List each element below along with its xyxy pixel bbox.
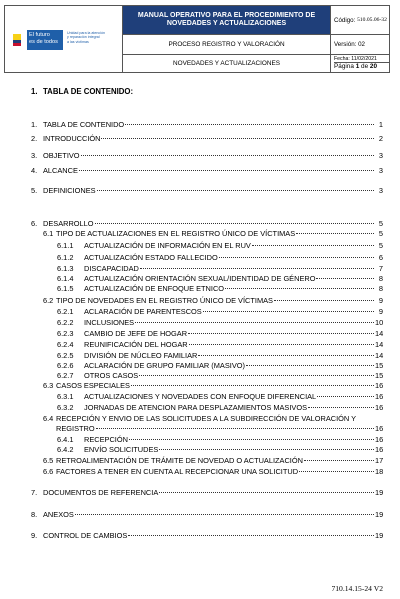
toc-entry-number: 9. [31, 531, 38, 540]
toc-entry-number: 6.4.1 [57, 435, 74, 444]
toc-entry-number: 1. [31, 120, 38, 129]
toc-entry-page: 14 [375, 340, 384, 349]
toc-leader-dots [131, 385, 374, 386]
toc-leader-dots [316, 278, 374, 279]
toc-leader-dots [203, 311, 374, 312]
toc-entry-number: 8. [31, 510, 38, 519]
toc-entry-page: 6 [378, 253, 383, 262]
toc-entry[interactable] [31, 151, 383, 160]
toc-entry-number: 6.2 [43, 296, 54, 305]
toc-entry-title: REUNIFICACIÓN DEL HOGAR [84, 340, 188, 349]
toc-leader-dots [128, 535, 374, 536]
toc-entry[interactable] [57, 274, 383, 283]
toc-entry-number: 2. [31, 134, 38, 143]
page-indicator: Página 1 de 20 [334, 63, 378, 70]
date-page-cell [331, 54, 389, 72]
toc-leader-dots [79, 170, 374, 171]
toc-entry[interactable] [43, 467, 383, 476]
document-subtitle: NOVEDADES Y ACTUALIZACIONES [123, 54, 331, 72]
toc-entry[interactable] [43, 381, 383, 390]
toc-entry-page: 15 [375, 361, 384, 370]
toc-entry-number: 6.1.2 [57, 253, 74, 262]
toc-entry-number: 7. [31, 488, 38, 497]
toc-entry[interactable] [56, 424, 383, 433]
toc-leader-dots [308, 407, 374, 408]
toc-entry-number: 6.4 [43, 414, 54, 423]
code-value: 510.05.06-32 [357, 17, 387, 23]
toc-leader-dots [139, 375, 374, 376]
toc-entry[interactable] [31, 134, 383, 143]
toc-entry-title: CASOS ESPECIALES [56, 381, 130, 390]
code-cell [331, 6, 389, 34]
toc-entry[interactable] [31, 488, 383, 497]
toc-leader-dots [274, 300, 374, 301]
toc-entry-title: ACLARACIÓN DE GRUPO FAMILIAR (MASIVO) [84, 361, 245, 370]
toc-heading: 1. TABLA DE CONTENIDO: [31, 87, 134, 96]
toc-entry-number: 6.2.4 [57, 340, 74, 349]
toc-entry-title: DESARROLLO [43, 219, 94, 228]
toc-entry-title: ACTUALIZACIÓN DE ENFOQUE ETNICO [84, 284, 225, 293]
toc-entry-page: 16 [375, 392, 384, 401]
toc-entry-page: 8 [378, 284, 383, 293]
date: Fecha: 11/02/2021 [334, 56, 389, 63]
toc-leader-dots [101, 138, 374, 139]
footer-code: 710.14.15-24 V2 [331, 584, 383, 593]
toc-leader-dots [159, 492, 374, 493]
toc-entry-page: 3 [378, 151, 383, 160]
toc-entry-number: 6.5 [43, 456, 54, 465]
toc-entry-title: REGISTRO [56, 424, 95, 433]
toc-entry-page: 3 [378, 186, 383, 195]
toc-entry[interactable] [57, 307, 383, 316]
toc-entry-number: 3. [31, 151, 38, 160]
toc-entry-number: 4. [31, 166, 38, 175]
toc-entry[interactable] [57, 329, 383, 338]
toc-leader-dots [140, 268, 374, 269]
toc-entry[interactable] [57, 361, 383, 370]
document-title: MANUAL OPERATIVO PARA EL PROCEDIMIENTO DE NOVEDADES Y ACTUALIZACIONES [123, 6, 331, 34]
toc-leader-dots [95, 223, 374, 224]
toc-entry-number: 6.3.2 [57, 403, 74, 412]
toc-entry-page: 9 [378, 296, 383, 305]
toc-entry-title: ACTUALIZACIÓN ESTADO FALLECIDO [84, 253, 218, 262]
toc-entry-page: 10 [375, 318, 384, 327]
toc-entry-number: 6.3 [43, 381, 54, 390]
toc-entry-title: OBJETIVO [43, 151, 80, 160]
toc-entry-number: 6.2.3 [57, 329, 74, 338]
toc-entry-title: ACTUALIZACIÓN DE INFORMACIÓN EN EL RUV [84, 241, 251, 250]
toc-entry-page: 16 [375, 445, 384, 454]
toc-entry-number: 6. [31, 219, 38, 228]
toc-entry-page: 3 [378, 166, 383, 175]
toc-entry[interactable] [43, 456, 383, 465]
toc-entry-number: 6.4.2 [57, 445, 74, 454]
toc-entry-page: 15 [375, 371, 384, 380]
toc-entry-title: RETROALIMENTACIÓN DE TRÁMITE DE NOVEDAD O ACTUALIZACIÓN [56, 456, 303, 465]
toc-entry[interactable] [31, 186, 383, 195]
toc-entry[interactable] [43, 414, 383, 423]
toc-entry-number: 6.6 [43, 467, 54, 476]
toc-entry-page: 19 [375, 488, 384, 497]
toc-entry-title: ANEXOS [43, 510, 74, 519]
toc-leader-dots [81, 155, 374, 156]
toc-entry-number: 6.2.2 [57, 318, 74, 327]
toc-entry-number: 6.2.7 [57, 371, 74, 380]
toc-entry-page: 5 [378, 219, 383, 228]
toc-entry-number: 6.1.3 [57, 264, 74, 273]
toc-leader-dots [96, 428, 374, 429]
toc-entry-title: ACLARACIÓN DE PARENTESCOS [84, 307, 202, 316]
toc-entry-page: 17 [375, 456, 384, 465]
toc-entry[interactable] [57, 318, 383, 327]
toc-entry-page: 1 [378, 120, 383, 129]
version: Versión: 02 [331, 34, 389, 54]
document-header [4, 5, 390, 73]
toc-leader-dots [75, 514, 374, 515]
toc-entry[interactable] [31, 219, 383, 228]
toc-entry-page: 16 [375, 435, 384, 444]
toc-entry[interactable] [31, 166, 383, 175]
toc-entry-title: ALCANCE [43, 166, 78, 175]
code-label: Código: [334, 16, 356, 24]
toc-entry[interactable] [57, 403, 383, 412]
process-name: PROCESO REGISTRO Y VALORACIÓN [123, 34, 331, 54]
toc-entry-title: TABLA DE CONTENIDO [43, 120, 125, 129]
toc-leader-dots [246, 365, 374, 366]
toc-entry[interactable] [31, 510, 383, 519]
toc-entry-title: DISCAPACIDAD [84, 264, 139, 273]
logo-unidad-victimas: Unidad para la atención y reparación integral a las víctimas [67, 31, 105, 44]
toc-entry-page: 19 [375, 531, 384, 540]
toc-entry-title: ACTUALIZACIONES Y NOVEDADES CON ENFOQUE DIFERENCIAL [84, 392, 317, 401]
toc-entry-title: CAMBIO DE JEFE DE HOGAR [84, 329, 188, 338]
toc-entry-number: 6.2.1 [57, 307, 74, 316]
toc-entry-page: 19 [375, 510, 384, 519]
toc-entry-page: 2 [378, 134, 383, 143]
toc-entry-number: 6.1 [43, 229, 54, 238]
toc-entry[interactable] [31, 120, 383, 129]
toc-entry-title: INCLUSIONES [84, 318, 135, 327]
toc-leader-dots [129, 439, 374, 440]
toc-leader-dots [159, 449, 374, 450]
toc-entry-number: 6.2.5 [57, 351, 74, 360]
toc-entry[interactable] [57, 253, 383, 262]
toc-entry-page: 14 [375, 329, 384, 338]
toc-entry-page: 16 [375, 403, 384, 412]
toc-entry[interactable] [31, 531, 383, 540]
toc-entry-title: DEFINICIONES [43, 186, 96, 195]
toc-entry-number: 5. [31, 186, 38, 195]
toc-entry-number: 6.2.6 [57, 361, 74, 370]
toc-entry-title: FACTORES A TENER EN CUENTA AL RECEPCIONAR UNA SOLICITUD [56, 467, 299, 476]
toc-leader-dots [125, 124, 374, 125]
toc-entry-title: OTROS CASOS [84, 371, 139, 380]
toc-entry-page: 5 [378, 229, 383, 238]
toc-leader-dots [225, 288, 374, 289]
toc-entry[interactable] [43, 229, 383, 238]
toc-entry-page: 8 [378, 274, 383, 283]
toc-entry-title: DIVISIÓN DE NÚCLEO FAMILIAR [84, 351, 198, 360]
toc-leader-dots [97, 190, 374, 191]
toc-entry[interactable] [57, 445, 383, 454]
toc-entry-title: ENVÍO SOLICITUDES [84, 445, 159, 454]
toc-entry-number: 6.3.1 [57, 392, 74, 401]
toc-entry[interactable] [57, 284, 383, 293]
toc-entry-page: 16 [375, 424, 384, 433]
toc-leader-dots [219, 257, 374, 258]
toc-leader-dots [317, 396, 374, 397]
toc-entry-page: 18 [375, 467, 384, 476]
logo-cell [5, 6, 123, 72]
toc-entry-title: TIPO DE NOVEDADES EN EL REGISTRO ÚNICO DE VÍCTIMAS [56, 296, 273, 305]
toc-entry-page: 7 [378, 264, 383, 273]
toc-entry[interactable] [57, 340, 383, 349]
toc-entry[interactable] [57, 241, 383, 250]
toc-leader-dots [198, 355, 374, 356]
toc-entry-title: CONTROL DE CAMBIOS [43, 531, 128, 540]
toc-entry-page: 16 [375, 381, 384, 390]
toc-leader-dots [296, 233, 374, 234]
toc-leader-dots [252, 245, 374, 246]
logo-el-futuro: El futuro es de todos [27, 30, 63, 50]
toc-entry-number: 6.1.4 [57, 274, 74, 283]
toc-entry-number: 6.1.5 [57, 284, 74, 293]
toc-entry-title: RECEPCIÓN [84, 435, 128, 444]
toc-entry-title: INTRODUCCIÓN [43, 134, 101, 143]
toc-entry-title: TIPO DE ACTUALIZACIONES EN EL REGISTRO ÚNICO DE VÍCTIMAS [56, 229, 296, 238]
toc-entry-page: 9 [378, 307, 383, 316]
toc-entry[interactable] [57, 264, 383, 273]
toc-entry-title: JORNADAS DE ATENCION PARA DESPLAZAMIENTOS MASIVOS [84, 403, 307, 412]
colombia-flag-icon [13, 34, 21, 46]
toc-entry-page: 14 [375, 351, 384, 360]
toc-leader-dots [188, 333, 374, 334]
toc-entry-title: RECEPCIÓN Y ENVIO DE LAS SOLICITUDES A LA SUBDIRECCIÓN DE VALORACIÓN Y [56, 414, 357, 423]
toc-entry-number: 6.1.1 [57, 241, 74, 250]
toc-leader-dots [189, 344, 374, 345]
toc-entry[interactable] [43, 296, 383, 305]
toc-entry[interactable] [57, 392, 383, 401]
toc-entry-title: ACTUALIZACIÓN ORIENTACIÓN SEXUAL/IDENTIDAD DE GÉNERO [84, 274, 316, 283]
toc-entry[interactable] [57, 435, 383, 444]
toc-leader-dots [304, 460, 374, 461]
toc-entry-page: 5 [378, 241, 383, 250]
toc-leader-dots [299, 471, 374, 472]
toc-entry[interactable] [57, 371, 383, 380]
toc-entry-title: DOCUMENTOS DE REFERENCIA [43, 488, 159, 497]
toc-entry[interactable] [57, 351, 383, 360]
toc-leader-dots [135, 322, 374, 323]
